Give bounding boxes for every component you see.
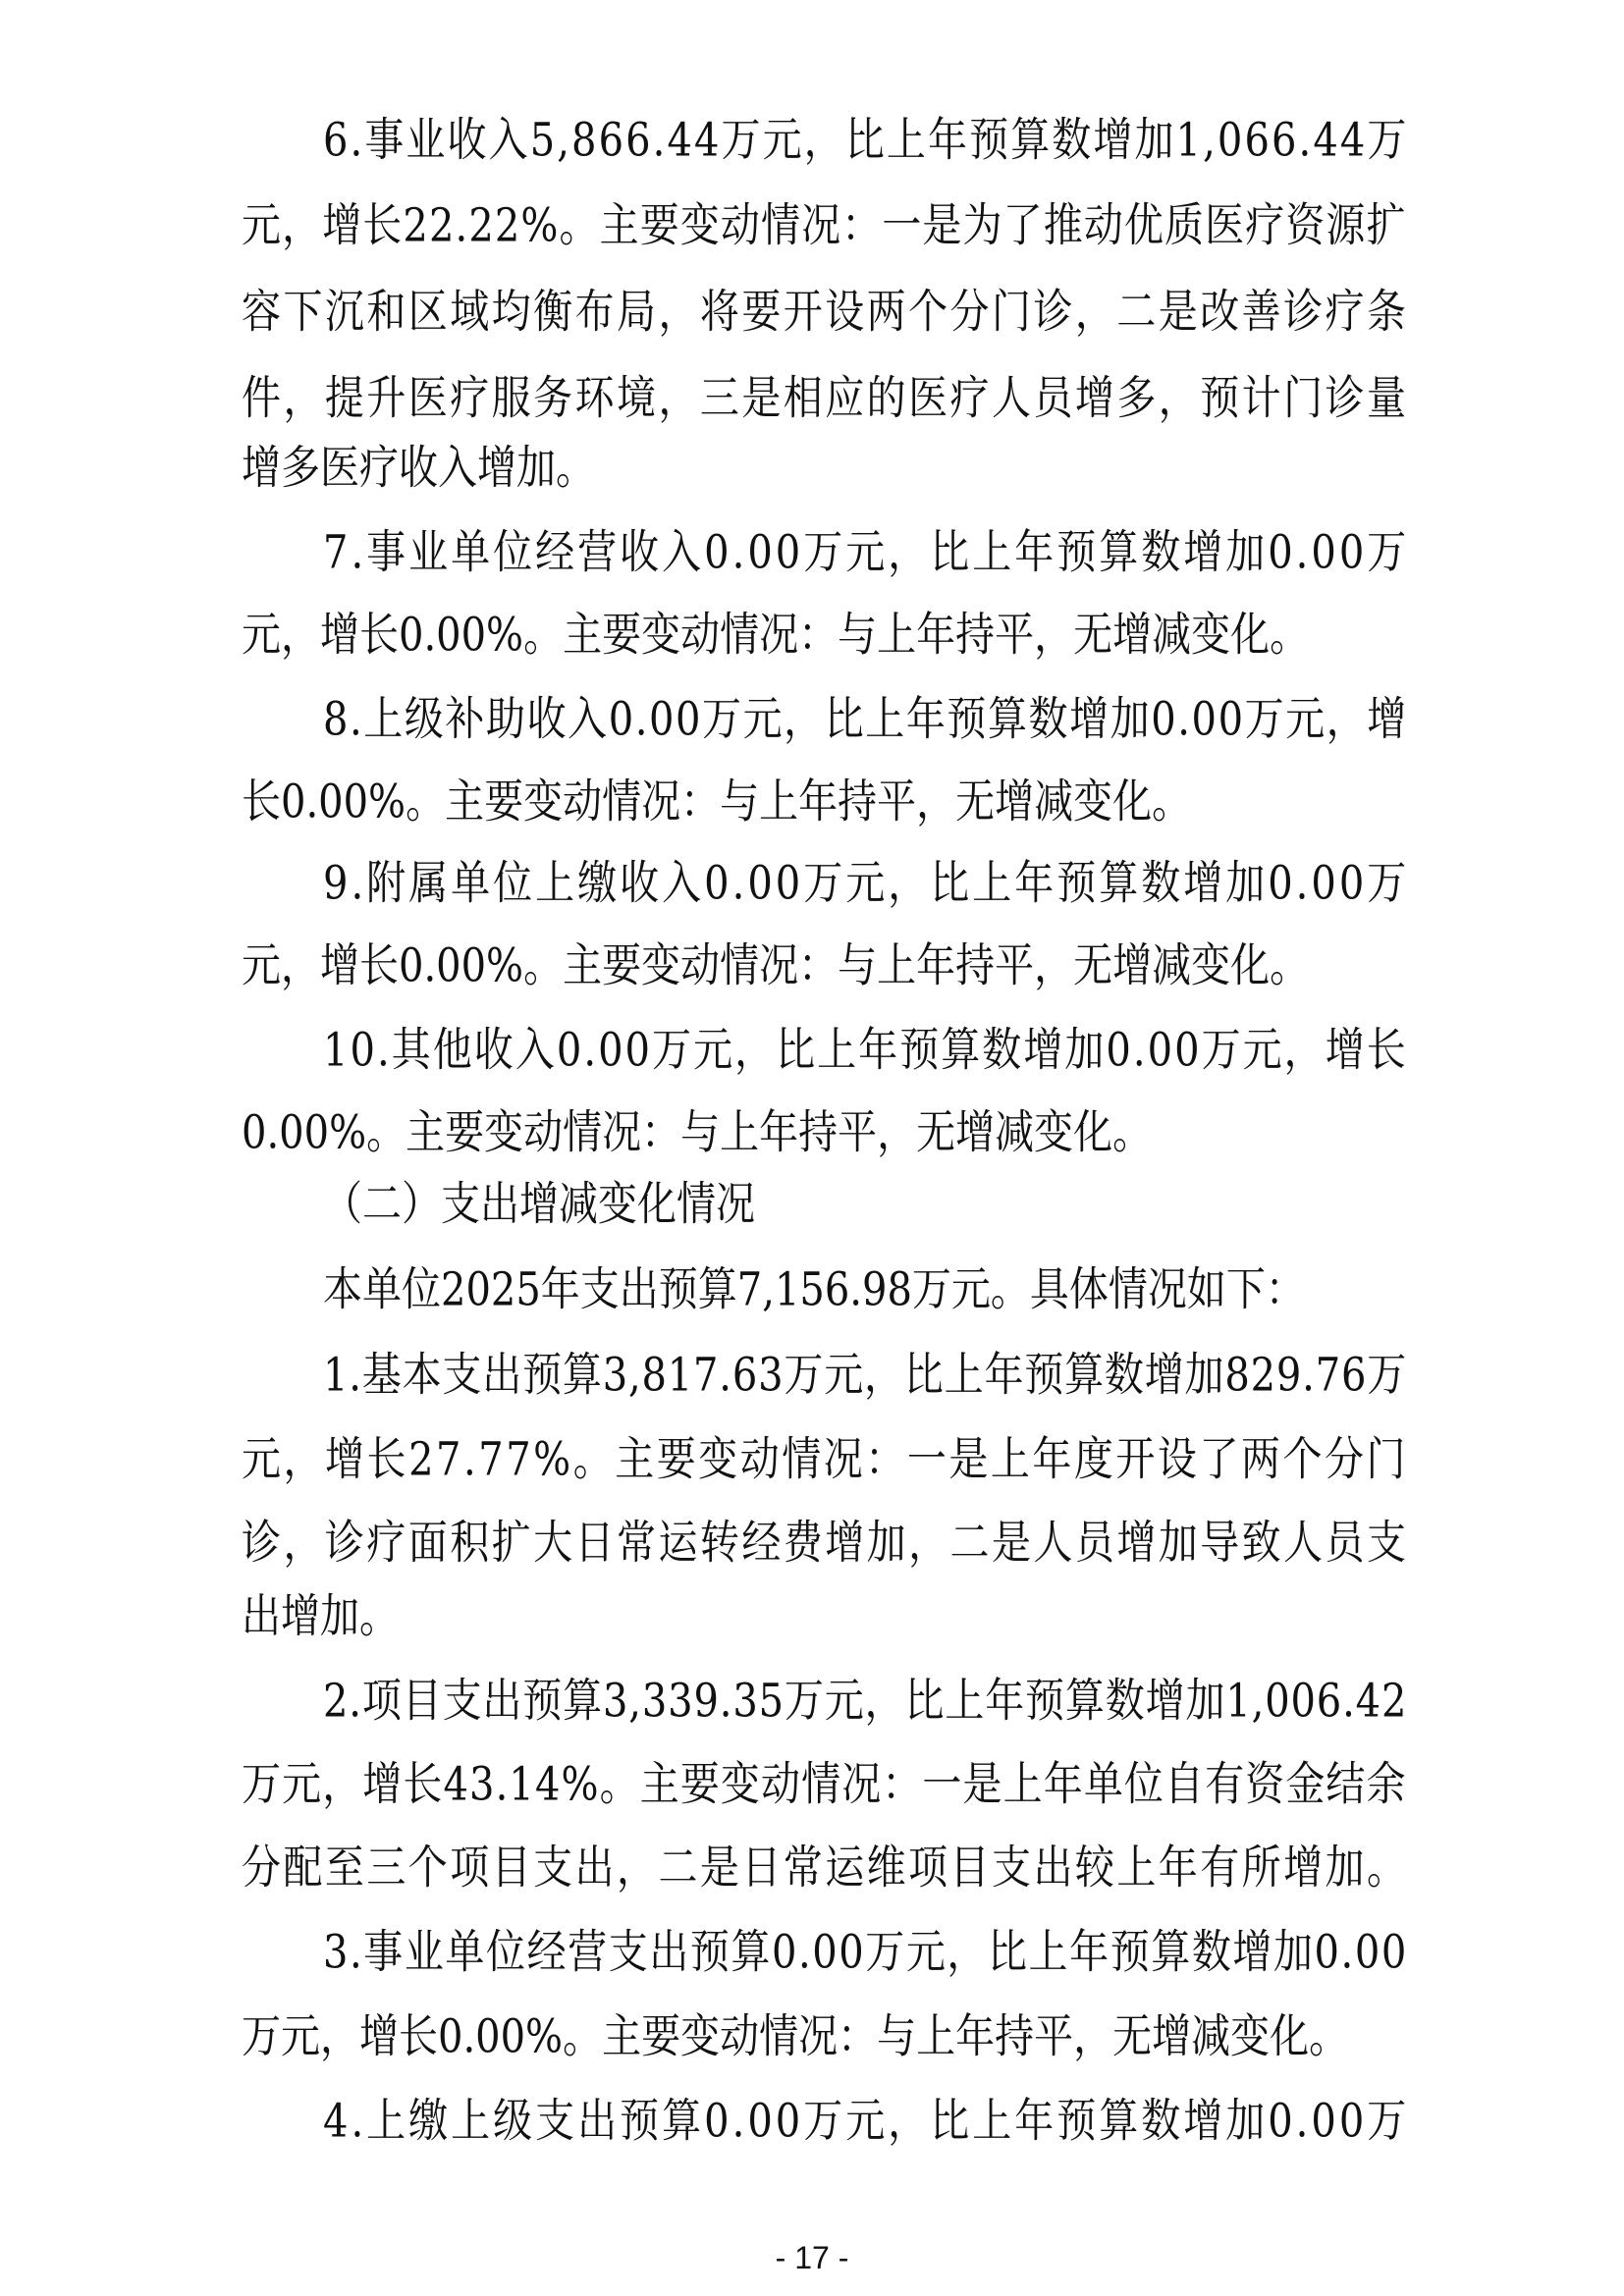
text-line: 3.事业单位经营支出预算0.00万元，比上年预算数增加0.00 [323, 1925, 1408, 1980]
text-line: 10.其他收入0.00万元，比上年预算数增加0.00万元，增长 [323, 1023, 1408, 1078]
text-line: 长0.00%。主要变动情况：与上年持平，无增减变化。 [242, 774, 1192, 829]
text-line: 万元，增长43.14%。主要变动情况：一是上年单位自有资金结余 [242, 1757, 1407, 1812]
text-line: 容下沉和区域均衡布局，将要开设两个分门诊，二是改善诊疗条 [242, 285, 1409, 340]
text-line: 4.上缴上级支出预算0.00万元，比上年预算数增加0.00万 [323, 2094, 1410, 2149]
text-line: 元，增长0.00%。主要变动情况：与上年持平，无增减变化。 [242, 608, 1310, 663]
text-line: 件，提升医疗服务环境，三是相应的医疗人员增多，预计门诊量 [242, 371, 1409, 426]
text-line: 0.00%。主要变动情况：与上年持平，无增减变化。 [242, 1105, 1153, 1160]
text-line: 本单位2025年支出预算7,156.98万元。具体情况如下： [323, 1262, 1305, 1317]
text-line: 分配至三个项目支出，二是日常运维项目支出较上年有所增加。 [242, 1841, 1409, 1896]
text-line: 7.事业单位经营收入0.00万元，比上年预算数增加0.00万 [323, 525, 1410, 580]
text-line: 元，增长0.00%。主要变动情况：与上年持平，无增减变化。 [242, 938, 1310, 993]
text-line: 2.项目支出预算3,339.35万元，比上年预算数增加1,006.42 [323, 1674, 1408, 1729]
text-line: 8.上级补助收入0.00万元，比上年预算数增加0.00万元，增 [323, 692, 1408, 747]
page-number: - 17 - [775, 2240, 849, 2275]
text-line: 出增加。 [242, 1589, 399, 1644]
text-line: 6.事业收入5,866.44万元，比上年预算数增加1,066.44万 [323, 113, 1409, 168]
text-line: 万元，增长0.00%。主要变动情况：与上年持平，无增减变化。 [242, 2009, 1349, 2064]
text-line: 诊，诊疗面积扩大日常运转经费增加，二是人员增加导致人员支 [242, 1516, 1409, 1571]
text-line: 增多医疗收入增加。 [242, 441, 595, 496]
text-line: 1.基本支出预算3,817.63万元，比上年预算数增加829.76万 [323, 1348, 1408, 1403]
text-line: 元，增长22.22%。主要变动情况：一是为了推动优质医疗资源扩 [242, 198, 1407, 253]
text-line: 元，增长27.77%。主要变动情况：一是上年度开设了两个分门 [242, 1432, 1409, 1487]
text-line: （二）支出增减变化情况 [323, 1177, 755, 1232]
text-line: 9.附属单位上缴收入0.00万元，比上年预算数增加0.00万 [323, 856, 1410, 911]
